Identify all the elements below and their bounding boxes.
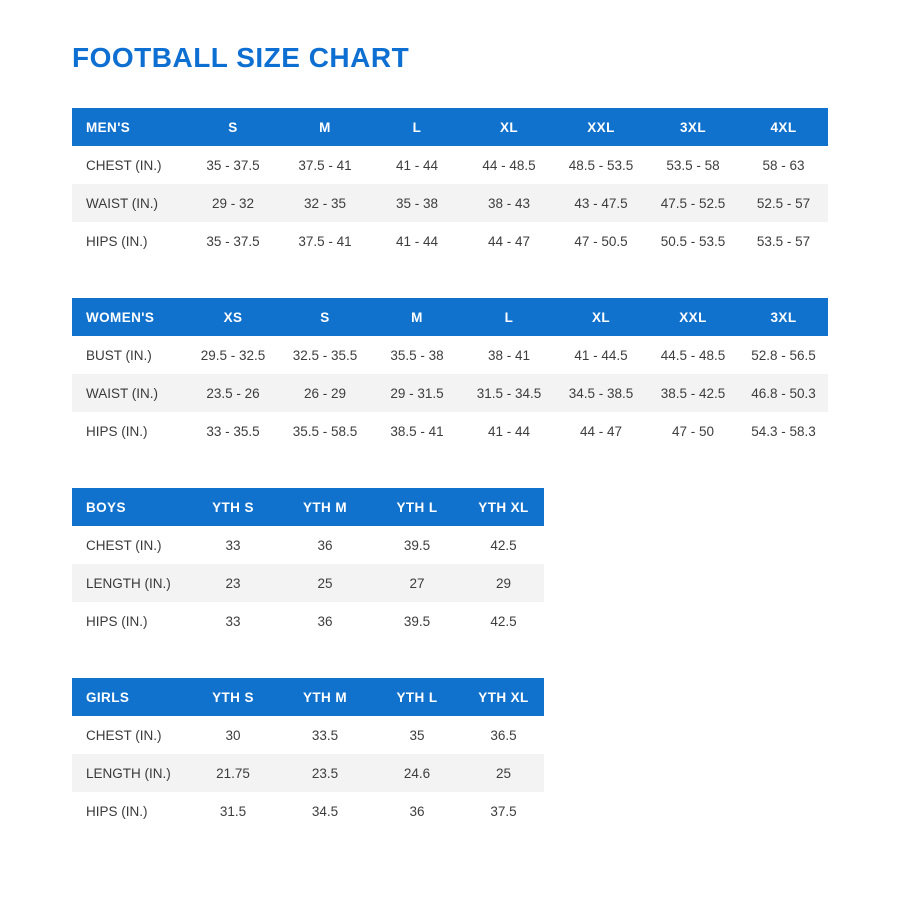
- column-header: MEN'S: [72, 108, 187, 146]
- table-row: [72, 146, 828, 184]
- table-cell: 31.5: [187, 792, 279, 830]
- table-cell: 34.5: [279, 792, 371, 830]
- table-cell: 37.5 - 41: [279, 146, 371, 184]
- table-cell: 23.5: [279, 754, 371, 792]
- column-header: L: [463, 298, 555, 336]
- table-cell: 36.5: [463, 716, 544, 754]
- table-row: [72, 792, 544, 830]
- table-cell: 53.5 - 57: [739, 222, 828, 260]
- table-cell: 50.5 - 53.5: [647, 222, 739, 260]
- column-header: L: [371, 108, 463, 146]
- table-cell: 42.5: [463, 602, 544, 640]
- womens-size-table: [72, 298, 828, 450]
- column-header: M: [279, 108, 371, 146]
- table-cell: 35 - 38: [371, 184, 463, 222]
- table-cell: 37.5: [463, 792, 544, 830]
- table-cell: 41 - 44: [463, 412, 555, 450]
- table-cell: 38 - 43: [463, 184, 555, 222]
- table-cell: 27: [371, 564, 463, 602]
- row-label: LENGTH (IN.): [72, 754, 187, 792]
- column-header: YTH L: [371, 488, 463, 526]
- mens-size-table: [72, 108, 828, 260]
- table-cell: 21.75: [187, 754, 279, 792]
- boys-size-table: [72, 488, 544, 640]
- table-cell: 29 - 32: [187, 184, 279, 222]
- table-cell: 38.5 - 41: [371, 412, 463, 450]
- row-label: CHEST (IN.): [72, 716, 187, 754]
- table-cell: 24.6: [371, 754, 463, 792]
- table-cell: 48.5 - 53.5: [555, 146, 647, 184]
- table-cell: 35 - 37.5: [187, 222, 279, 260]
- column-header: YTH XL: [463, 678, 544, 716]
- row-label: CHEST (IN.): [72, 526, 187, 564]
- column-header: 3XL: [647, 108, 739, 146]
- row-label: HIPS (IN.): [72, 792, 187, 830]
- girls-size-table: [72, 678, 544, 830]
- column-header: YTH M: [279, 678, 371, 716]
- table-cell: 44 - 47: [463, 222, 555, 260]
- row-label: LENGTH (IN.): [72, 564, 187, 602]
- table-cell: 44 - 48.5: [463, 146, 555, 184]
- table-cell: 41 - 44: [371, 146, 463, 184]
- table-cell: 44 - 47: [555, 412, 647, 450]
- table-row: [72, 754, 544, 792]
- table-cell: 54.3 - 58.3: [739, 412, 828, 450]
- table-row: [72, 526, 544, 564]
- column-header: 4XL: [739, 108, 828, 146]
- table-cell: 47 - 50: [647, 412, 739, 450]
- column-header: YTH S: [187, 678, 279, 716]
- table-header-row: [72, 488, 544, 526]
- table-cell: 53.5 - 58: [647, 146, 739, 184]
- table-cell: 32.5 - 35.5: [279, 336, 371, 374]
- row-label: HIPS (IN.): [72, 602, 187, 640]
- table-cell: 35: [371, 716, 463, 754]
- table-cell: 44.5 - 48.5: [647, 336, 739, 374]
- table-row: [72, 374, 828, 412]
- table-cell: 35.5 - 58.5: [279, 412, 371, 450]
- row-label: HIPS (IN.): [72, 412, 187, 450]
- table-cell: 29 - 31.5: [371, 374, 463, 412]
- table-cell: 26 - 29: [279, 374, 371, 412]
- table-cell: 30: [187, 716, 279, 754]
- table-cell: 39.5: [371, 526, 463, 564]
- table-cell: 35.5 - 38: [371, 336, 463, 374]
- table-cell: 33 - 35.5: [187, 412, 279, 450]
- page-title: FOOTBALL SIZE CHART: [72, 42, 410, 73]
- column-header: GIRLS: [72, 678, 187, 716]
- column-header: XXL: [555, 108, 647, 146]
- table-cell: 25: [463, 754, 544, 792]
- row-label: CHEST (IN.): [72, 146, 187, 184]
- table-cell: 47.5 - 52.5: [647, 184, 739, 222]
- table-cell: 38 - 41: [463, 336, 555, 374]
- table-header-row: [72, 678, 544, 716]
- table-cell: 37.5 - 41: [279, 222, 371, 260]
- column-header: 3XL: [739, 298, 828, 336]
- table-cell: 29: [463, 564, 544, 602]
- table-cell: 39.5: [371, 602, 463, 640]
- table-cell: 38.5 - 42.5: [647, 374, 739, 412]
- column-header: M: [371, 298, 463, 336]
- table-cell: 52.5 - 57: [739, 184, 828, 222]
- table-cell: 33.5: [279, 716, 371, 754]
- table-header-row: [72, 108, 828, 146]
- table-cell: 32 - 35: [279, 184, 371, 222]
- table-cell: 34.5 - 38.5: [555, 374, 647, 412]
- table-cell: 43 - 47.5: [555, 184, 647, 222]
- column-header: YTH M: [279, 488, 371, 526]
- column-header: XXL: [647, 298, 739, 336]
- table-cell: 41 - 44.5: [555, 336, 647, 374]
- table-row: [72, 412, 828, 450]
- column-header: XL: [555, 298, 647, 336]
- table-cell: 46.8 - 50.3: [739, 374, 828, 412]
- column-header: BOYS: [72, 488, 187, 526]
- table-cell: 36: [371, 792, 463, 830]
- table-row: [72, 184, 828, 222]
- table-cell: 36: [279, 526, 371, 564]
- table-cell: 29.5 - 32.5: [187, 336, 279, 374]
- column-header: S: [279, 298, 371, 336]
- table-row: [72, 564, 544, 602]
- column-header: YTH L: [371, 678, 463, 716]
- table-row: [72, 336, 828, 374]
- table-cell: 23.5 - 26: [187, 374, 279, 412]
- table-row: [72, 602, 544, 640]
- row-label: WAIST (IN.): [72, 374, 187, 412]
- column-header: XL: [463, 108, 555, 146]
- column-header: XS: [187, 298, 279, 336]
- row-label: HIPS (IN.): [72, 222, 187, 260]
- table-cell: 33: [187, 602, 279, 640]
- column-header: YTH S: [187, 488, 279, 526]
- table-cell: 31.5 - 34.5: [463, 374, 555, 412]
- table-row: [72, 222, 828, 260]
- table-cell: 42.5: [463, 526, 544, 564]
- column-header: YTH XL: [463, 488, 544, 526]
- table-header-row: [72, 298, 828, 336]
- table-cell: 36: [279, 602, 371, 640]
- column-header: WOMEN'S: [72, 298, 187, 336]
- column-header: S: [187, 108, 279, 146]
- table-cell: 33: [187, 526, 279, 564]
- row-label: BUST (IN.): [72, 336, 187, 374]
- table-cell: 47 - 50.5: [555, 222, 647, 260]
- table-cell: 25: [279, 564, 371, 602]
- table-cell: 23: [187, 564, 279, 602]
- row-label: WAIST (IN.): [72, 184, 187, 222]
- table-cell: 41 - 44: [371, 222, 463, 260]
- table-row: [72, 716, 544, 754]
- table-cell: 52.8 - 56.5: [739, 336, 828, 374]
- table-cell: 35 - 37.5: [187, 146, 279, 184]
- table-cell: 58 - 63: [739, 146, 828, 184]
